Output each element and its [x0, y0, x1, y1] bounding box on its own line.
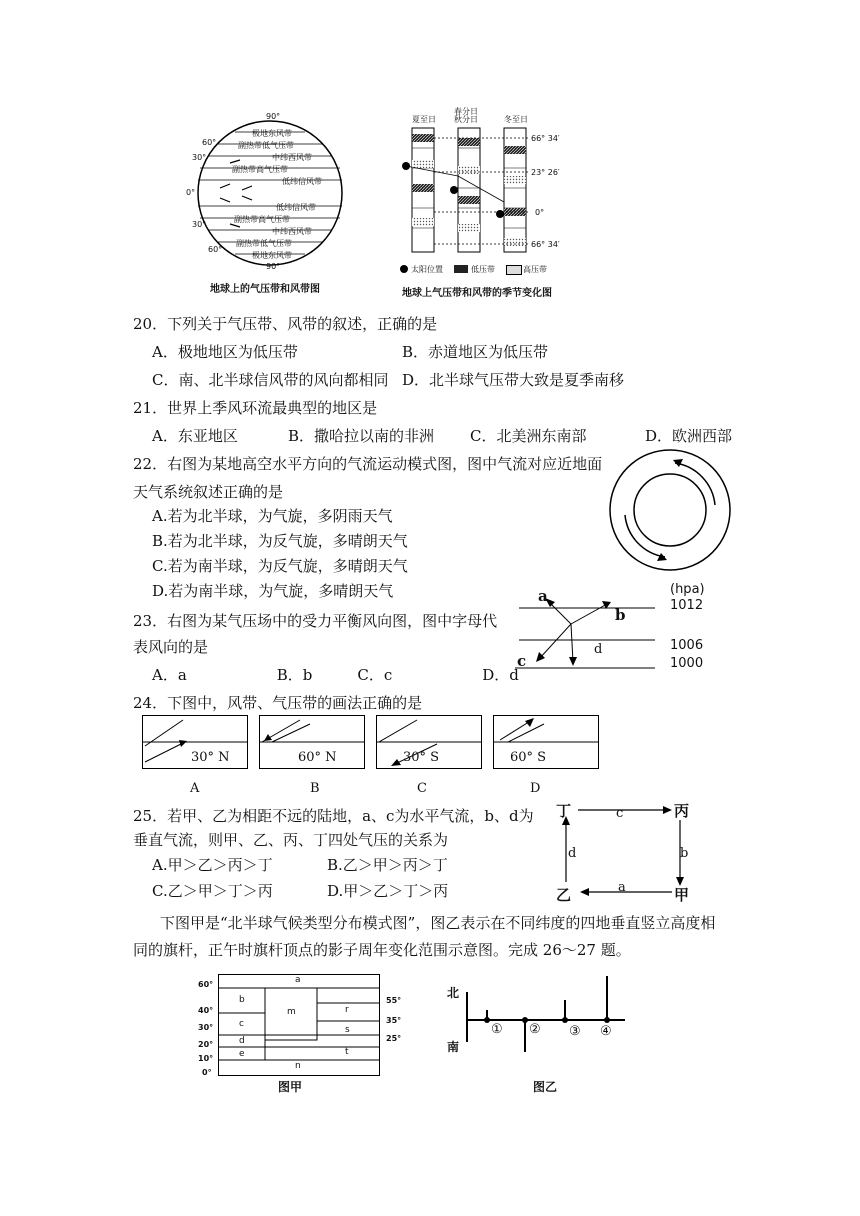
lat-60n: 60°: [202, 138, 217, 147]
south-label: 南: [447, 1040, 460, 1054]
lat-left-40: 40°: [198, 1006, 214, 1015]
q25-option-c: C.乙＞甲＞丁＞丙: [152, 882, 273, 900]
region-b: b: [239, 995, 245, 1005]
intro-line-2: 同的旗杆，正午时旗杆顶点的影子周年变化范围示意图。完成 26～27 题。: [133, 941, 631, 959]
q21-option-b: B．撒哈拉以南的非洲: [288, 427, 435, 445]
belt-label-10: 极地东风带: [252, 251, 292, 260]
isobar-1012: 1012: [670, 598, 704, 613]
figure-pressure-wind-belts: [180, 108, 360, 298]
q20-stem: 20．下列关于气压带、风带的叙述，正确的是: [133, 315, 438, 333]
region-a: a: [295, 975, 301, 985]
isobar-1000: 1000: [670, 656, 704, 671]
figure-seasonal-shift: [398, 108, 598, 300]
q22-stem-2: 天气系统叙述正确的是: [133, 483, 284, 501]
belt-label-5: 低纬信风带: [282, 177, 322, 186]
region-d: d: [239, 1036, 245, 1046]
lat-66n: 66° 34′: [531, 134, 560, 143]
belt-label-2: 副热带低气压带: [238, 141, 294, 150]
region-e: e: [239, 1049, 245, 1059]
edge-c: c: [616, 806, 624, 821]
lat-right-25: 25°: [386, 1034, 402, 1043]
fig-jia-caption: 图甲: [278, 1080, 303, 1094]
edge-a: a: [618, 880, 626, 895]
q24-label-c: 30° S: [403, 750, 440, 765]
lat-0: 0°: [186, 188, 196, 197]
q21-option-a: A．东亚地区: [152, 427, 238, 445]
edge-d: d: [568, 846, 577, 861]
lat-90s: 90°: [266, 262, 281, 271]
lat-left-10: 10°: [198, 1054, 214, 1063]
q21-option-c: C．北美洲东南部: [470, 427, 587, 445]
shadow-diagram: [445, 970, 635, 1070]
q22-stem-1: 22．右图为某地高空水平方向的气流运动模式图，图中气流对应近地面: [133, 455, 603, 473]
region-s: s: [345, 1025, 350, 1035]
lat-30n: 30°: [192, 153, 207, 162]
q25-stem-1: 25．若甲、乙为相距不远的陆地，a、c为水平气流，b、d为: [133, 807, 534, 825]
belt-label-1: 极地东风带: [252, 129, 292, 138]
legend: [398, 264, 598, 276]
lat-30s: 30°: [192, 220, 207, 229]
legend-sun: 太阳位置: [411, 265, 443, 274]
legend-high: 高压带: [523, 265, 547, 274]
q21-option-d: D．欧洲西部: [645, 427, 733, 445]
vector-c: c: [517, 652, 527, 670]
q22-option-c: C.若为南半球，为反气旋，多晴朗天气: [152, 557, 408, 575]
lat-60s: 60°: [208, 245, 223, 254]
belt-label-7: 副热带高气压带: [234, 215, 290, 224]
q20-option-b: B．赤道地区为低压带: [402, 343, 549, 361]
q20-option-c: C．南、北半球信风带的风向都相同: [152, 371, 389, 389]
q22-option-d: D.若为南半球，为气旋，多晴朗天气: [152, 582, 394, 600]
q24-letter-b: B: [310, 781, 320, 796]
belt-label-4: 副热带高气压带: [232, 165, 288, 174]
col-label-equinox: 春分日 秋分日: [454, 107, 478, 124]
figure-climate-model: [190, 970, 420, 1095]
region-r: r: [345, 1005, 349, 1015]
q24-label-d: 60° S: [510, 750, 547, 765]
lat-left-20: 20°: [198, 1040, 214, 1049]
q20-option-d: D．北半球气压带大致是夏季南移: [402, 371, 625, 389]
corner-bing: 丙: [674, 802, 690, 820]
q24-box-c: [376, 715, 482, 769]
belt-label-8: 中纬西风带: [272, 227, 312, 236]
lat-23n: 23° 26′: [531, 168, 560, 177]
isobar-diagram: [505, 582, 705, 677]
belt-label-9: 副热带低气压带: [236, 239, 292, 248]
vector-d: d: [594, 642, 603, 657]
low-pressure-swatch: [454, 265, 468, 273]
q24-label-a: 30° N: [191, 750, 230, 765]
corner-jia: 甲: [674, 886, 690, 904]
north-label: 北: [447, 986, 460, 1000]
fig1-caption: 地球上的气压带和风带图: [210, 284, 320, 295]
region-t: t: [345, 1047, 349, 1057]
region-c: c: [239, 1019, 244, 1029]
point-3: ③: [569, 1024, 581, 1039]
q24-label-b: 60° N: [298, 750, 337, 765]
q20-option-a: A．极地地区为低压带: [152, 343, 298, 361]
region-n: n: [295, 1061, 301, 1071]
q22-option-b: B.若为北半球，为反气旋，多晴朗天气: [152, 532, 408, 550]
q25-option-a: A.甲＞乙＞丙＞丁: [152, 856, 273, 874]
belt-label-6: 低纬信风带: [276, 203, 316, 212]
q22-option-a: A.若为北半球，为气旋，多阴雨天气: [152, 507, 393, 525]
q24-stem: 24．下图中，风带、气压带的画法正确的是: [133, 694, 423, 712]
lat-0-fig2: 0°: [535, 208, 545, 217]
lat-left-30: 30°: [198, 1023, 214, 1032]
q23-stem-1: 23．右图为某气压场中的受力平衡风向图，图中字母代: [133, 612, 498, 630]
region-m: m: [287, 1007, 296, 1017]
q24-box-d: [493, 715, 599, 769]
q25-option-b: B.乙＞甲＞丙＞丁: [327, 856, 448, 874]
seasonal-columns: [398, 124, 598, 274]
vector-b: b: [615, 606, 626, 624]
q21-stem: 21．世界上季风环流最典型的地区是: [133, 399, 378, 417]
q24-letter-a: A: [190, 781, 200, 796]
airflow-circle-diagram: [605, 445, 735, 575]
corner-ding: 丁: [556, 802, 572, 820]
col-label-summer: 夏至日: [412, 115, 436, 124]
col-label-winter: 冬至日: [504, 115, 528, 124]
q23-stem-2: 表风向的是: [133, 638, 209, 656]
q24-letter-d: D: [530, 781, 541, 796]
intro-line-1: 下图甲是“北半球气候类型分布模式图”，图乙表示在不同纬度的四地垂直竖立高度相: [160, 914, 716, 932]
climate-box: [218, 974, 380, 1076]
belt-label-3: 中纬西风带: [272, 153, 312, 162]
point-2: ②: [529, 1022, 541, 1037]
fig2-caption: 地球上气压带和风带的季节变化图: [402, 288, 552, 299]
sun-icon: [400, 265, 408, 273]
point-4: ④: [600, 1024, 612, 1039]
edge-b: b: [680, 846, 689, 861]
lat-90n: 90°: [266, 112, 281, 121]
legend-low: 低压带: [471, 265, 495, 274]
circulation-diagram: [552, 796, 702, 904]
q25-stem-2: 垂直气流，则甲、乙、丙、丁四处气压的关系为: [133, 831, 449, 849]
lat-right-55: 55°: [386, 996, 402, 1005]
lat-left-0: 0°: [202, 1068, 212, 1077]
q24-box-b: [259, 715, 365, 769]
isobar-1006: 1006: [670, 638, 704, 653]
q24-box-a: [142, 715, 248, 769]
lat-right-35: 35°: [386, 1016, 402, 1025]
q24-letter-c: C: [417, 781, 427, 796]
vector-a: a: [538, 587, 548, 605]
q23-options: A．a B．b C．c D．d: [152, 666, 519, 684]
lat-66s: 66° 34′: [531, 240, 560, 249]
point-1: ①: [491, 1022, 503, 1037]
q25-option-d: D.甲＞乙＞丁＞丙: [327, 882, 449, 900]
lat-left-60: 60°: [198, 980, 214, 989]
isobar-unit: (hpa): [670, 582, 705, 597]
corner-yi: 乙: [556, 886, 572, 904]
figure-shadow-range: [445, 970, 635, 1095]
fig-yi-caption: 图乙: [533, 1080, 558, 1094]
high-pressure-swatch: [506, 265, 522, 275]
